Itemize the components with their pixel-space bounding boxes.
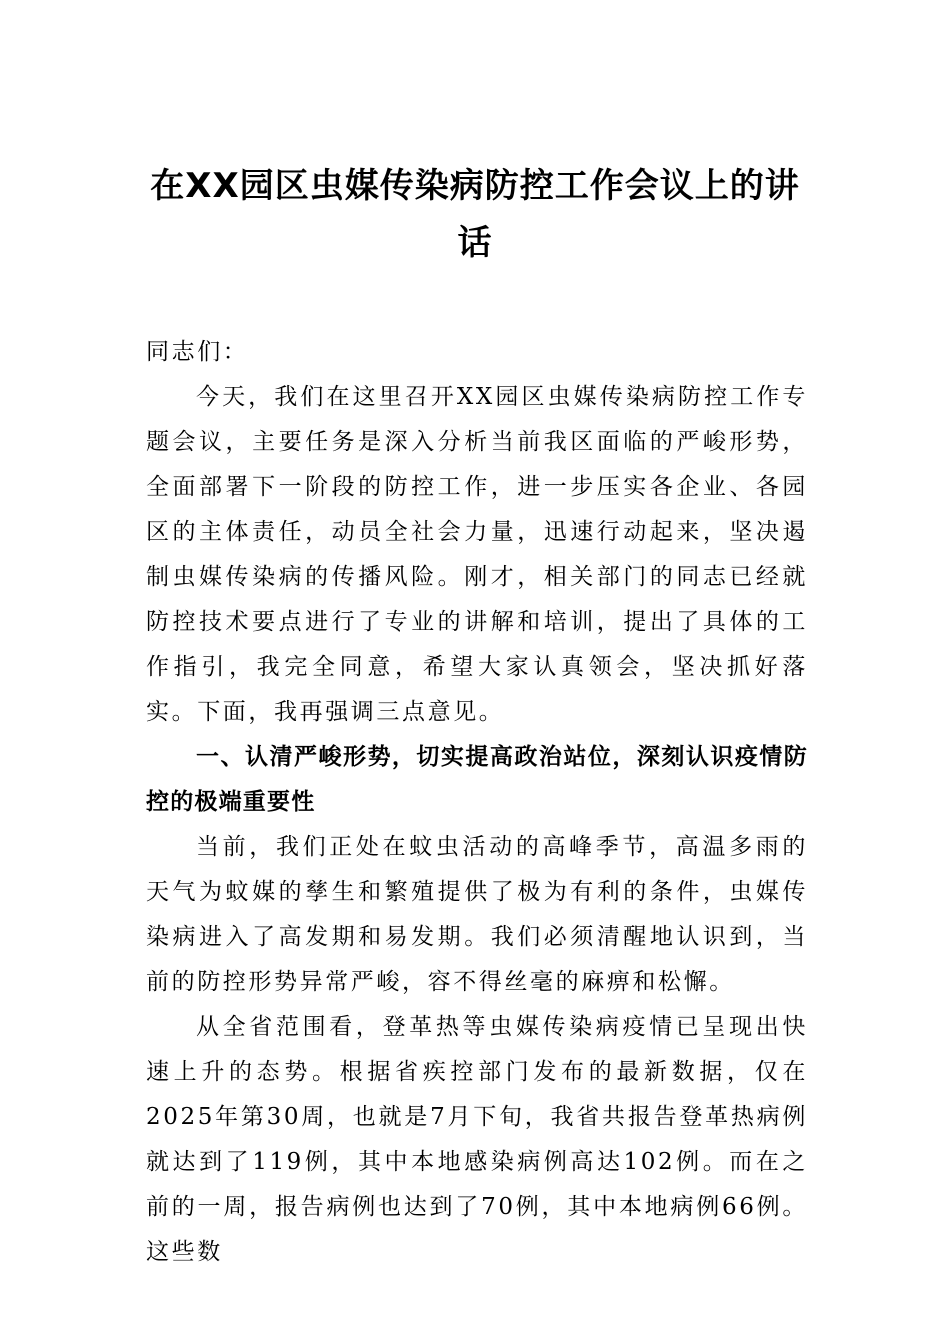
salutation: 同志们： <box>146 339 249 365</box>
document-title: 在XX园区虫媒传染病防控工作会议上的讲话 <box>150 166 800 263</box>
intro-paragraph: 今天，我们在这里召开XX园区虫媒传染病防控工作专题会议，主要任务是深入分析当前我区面临的严峻形势，全面部署下一阶段的防控工作，进一步压实各企业、各园区的主体责任，动员全社会力量，迅速行动起来，坚决遏制虫媒传染病的传播风险。刚才，相关部门的同志已经就防控技术要点进行了专业的讲解和培训，提出了具体的工作指引，我完全同意，希望大家认真领会，坚决抓好落实。下面，我再强调三点意见。 <box>146 384 808 725</box>
section-paragraph: 当前，我们正处在蚊虫活动的高峰季节，高温多雨的天气为蚊媒的孳生和繁殖提供了极为有利的条件，虫媒传染病进入了高发期和易发期。我们必须清醒地认识到，当前的防控形势异常严峻，容不得丝毫的麻痹和松懈。 <box>146 834 808 995</box>
section-paragraph: 从全省范围看，登革热等虫媒传染病疫情已呈现出快速上升的态势。根据省疾控部门发布的最新数据，仅在2025年第30周，也就是7月下旬，我省共报告登革热病例就达到了119例，其中本地感染病例高达102例。而在之前的一周，报告病例也达到了70例，其中本地病例66例。这些数 <box>146 1014 808 1265</box>
document-body <box>146 330 808 1275</box>
section-heading: 一、认清严峻形势，切实提高政治站位，深刻认识疫情防控的极端重要性 <box>146 744 808 815</box>
